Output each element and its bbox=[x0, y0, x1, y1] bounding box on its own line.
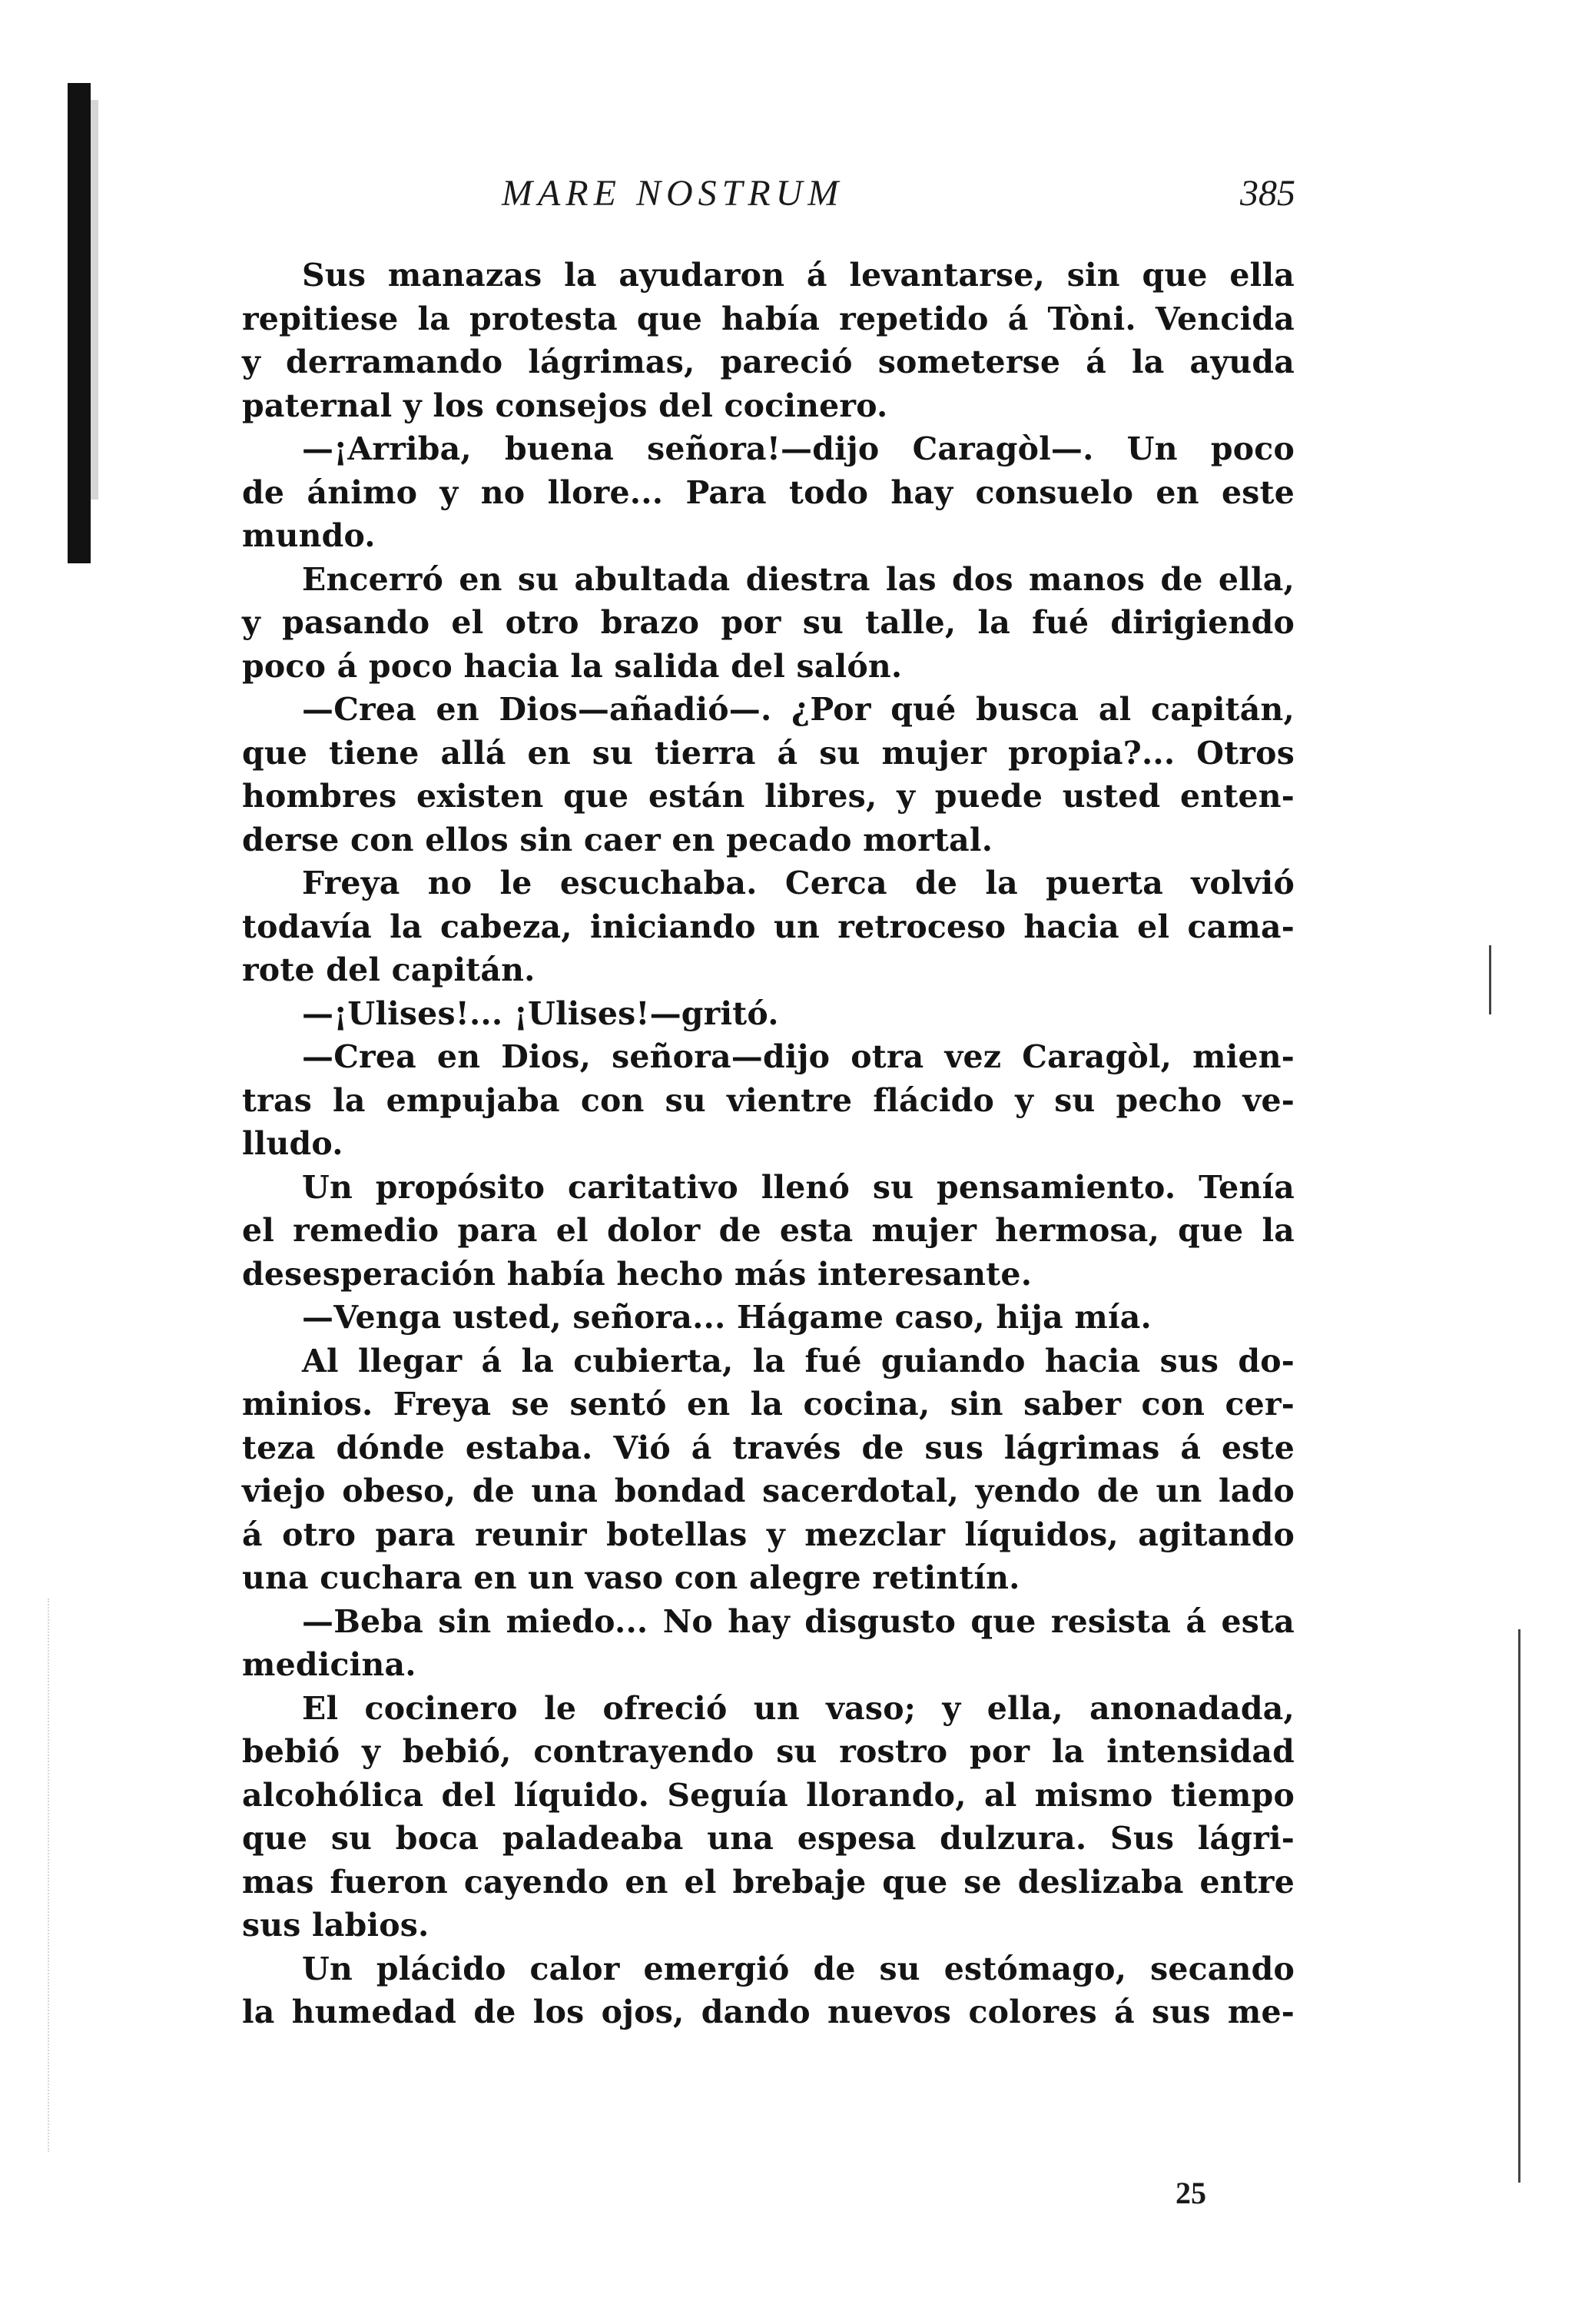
text-line: —Crea en Dios, señora—dijo otra vez Caragòl, mien- bbox=[302, 1038, 1295, 1075]
page-header bbox=[242, 172, 1295, 218]
text-line: Freya no le escuchaba. Cerca de la puerta volvió bbox=[302, 865, 1295, 901]
text-line: poco á poco hacia la salida del salón. bbox=[242, 647, 903, 685]
running-title: MARE NOSTRUM bbox=[502, 173, 844, 214]
text-line: una cuchara en un vaso con alegre retintín. bbox=[242, 1559, 1020, 1596]
text-line: paternal y los consejos del cocinero. bbox=[242, 387, 888, 424]
text-line: mundo. bbox=[242, 517, 376, 554]
text-line: —Venga usted, señora... Hágame caso, hija mía. bbox=[302, 1299, 1152, 1336]
text-line: todavía la cabeza, iniciando un retroceso hacia el cama- bbox=[242, 908, 1295, 945]
scan-rule-lower bbox=[1518, 1629, 1520, 2183]
text-line: desesperación había hecho más interesante. bbox=[242, 1255, 1033, 1293]
text-line: el remedio para el dolor de esta mujer hermosa, que la bbox=[242, 1212, 1295, 1249]
body-text bbox=[242, 254, 1295, 2034]
text-line: que tiene allá en su tierra á su mujer propia?... Otros bbox=[242, 734, 1295, 772]
text-line: tras la empujaba con su vientre flácido y su pecho ve- bbox=[242, 1081, 1295, 1119]
text-line: derse con ellos sin caer en pecado mortal. bbox=[242, 821, 993, 858]
text-line: minios. Freya se sentó en la cocina, sin saber con cer- bbox=[242, 1386, 1295, 1423]
text-line: Sus manazas la ayudaron á levantarse, sin que ella bbox=[302, 257, 1295, 294]
scan-specks bbox=[48, 1599, 52, 2152]
text-line: mas fueron cayendo en el brebaje que se deslizaba entre bbox=[242, 1863, 1295, 1901]
binding-shadow-edge bbox=[91, 100, 98, 500]
scan-rule-upper bbox=[1489, 945, 1491, 1014]
text-line: de ánimo y no llore... Para todo hay consuelo en este bbox=[242, 473, 1295, 511]
text-line: —¡Ulises!... ¡Ulises!—gritó. bbox=[302, 994, 779, 1032]
text-line: teza dónde estaba. Vió á través de sus lágrimas á este bbox=[242, 1429, 1295, 1466]
binding-shadow bbox=[68, 83, 91, 563]
text-line: viejo obeso, de una bondad sacerdotal, yendo de un lado bbox=[242, 1472, 1295, 1509]
page-number: 385 bbox=[1240, 173, 1295, 214]
text-line: repitiese la protesta que había repetido á Tòni. Vencida bbox=[242, 300, 1295, 337]
text-line: y pasando el otro brazo por su talle, la fué dirigiendo bbox=[242, 604, 1295, 641]
text-line: hombres existen que están libres, y puede usted enten- bbox=[242, 778, 1295, 815]
text-line: bebió y bebió, contrayendo su rostro por la intensidad bbox=[242, 1733, 1295, 1770]
text-line: que su boca paladeaba una espesa dulzura. Sus lágri- bbox=[242, 1820, 1295, 1857]
text-line: —Crea en Dios—añadió—. ¿Por qué busca al capitán, bbox=[302, 691, 1295, 728]
text-line: y derramando lágrimas, pareció someterse á la ayuda bbox=[242, 344, 1295, 380]
text-line: —¡Arriba, buena señora!—dijo Caragòl—. Un poco bbox=[302, 430, 1295, 467]
text-line: lludo. bbox=[242, 1125, 343, 1162]
text-line: medicina. bbox=[242, 1646, 416, 1683]
text-line: alcohólica del líquido. Seguía llorando, al mismo tiempo bbox=[242, 1776, 1295, 1814]
text-line: la humedad de los ojos, dando nuevos colores á sus me- bbox=[242, 1994, 1295, 2030]
text-line: —Beba sin miedo... No hay disgusto que resista á esta bbox=[302, 1602, 1295, 1640]
text-line: á otro para reunir botellas y mezclar líquidos, agitando bbox=[242, 1516, 1295, 1553]
text-line: Un propósito caritativo llenó su pensamiento. Tenía bbox=[302, 1168, 1295, 1206]
text-line: Un plácido calor emergió de su estómago, secando bbox=[302, 1950, 1295, 1987]
text-line: sus labios. bbox=[242, 1907, 429, 1944]
text-line: rote del capitán. bbox=[242, 951, 536, 988]
text-line: Encerró en su abultada diestra las dos manos de ella, bbox=[302, 560, 1295, 598]
text-line: El cocinero le ofreció un vaso; y ella, anonadada, bbox=[302, 1689, 1295, 1727]
printer-signature: 25 bbox=[1176, 2176, 1206, 2210]
text-line: Al llegar á la cubierta, la fué guiando hacia sus do- bbox=[302, 1342, 1295, 1379]
